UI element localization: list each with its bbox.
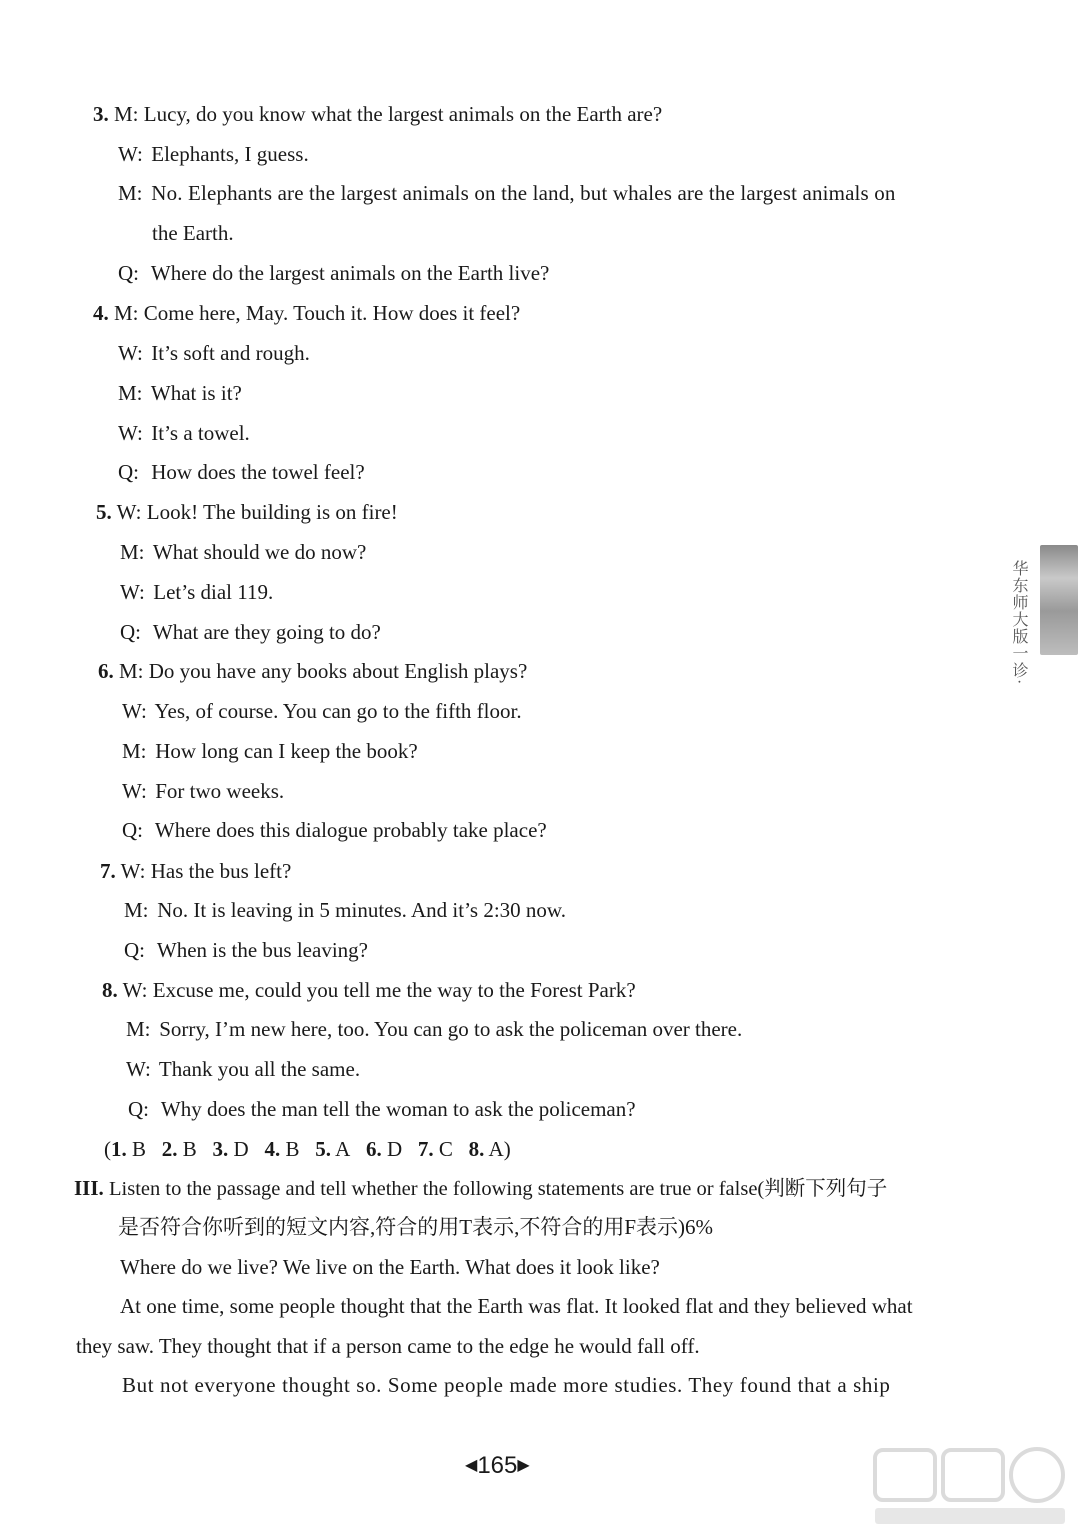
dialogue-3-line-2 <box>118 141 309 167</box>
speaker-label: W: <box>118 421 143 445</box>
speaker-label: M: <box>118 181 143 205</box>
dialogue-4-line-4 <box>118 420 250 446</box>
section-instruction: 是否符合你听到的短文内容,符合的用T表示,不符合的用F表示)6% <box>118 1215 713 1239</box>
dialogue-7-question <box>124 937 368 963</box>
dialogue-8-line-3 <box>126 1056 360 1082</box>
speaker-label: Q: <box>122 818 143 842</box>
dialogue-4-question <box>118 459 365 485</box>
dialogue-6-line-4 <box>122 778 284 804</box>
dialogue-text: Elephants, I guess. <box>151 142 309 166</box>
page-number-text: 165 <box>477 1452 518 1479</box>
speaker-label: W: <box>122 978 148 1002</box>
dialogue-5-line-3 <box>120 579 273 605</box>
dialogue-6-line-1 <box>98 658 527 684</box>
dialogue-5-line-1 <box>96 499 398 525</box>
section-3-heading <box>74 1175 887 1202</box>
item-number: 4. <box>93 301 109 325</box>
item-number: 7. <box>100 859 116 883</box>
speaker-label: Q: <box>120 620 141 644</box>
item-number: 3. <box>93 102 109 126</box>
dialogue-text: Why does the man tell the woman to ask the policeman? <box>160 1097 636 1121</box>
dialogue-text: No. It is leaving in 5 minutes. And it’s 2:30 now. <box>157 898 566 922</box>
speaker-label: W: <box>122 699 147 723</box>
dialogue-3-question <box>118 260 549 286</box>
speaker-label: M: <box>126 1017 151 1041</box>
passage-line-2 <box>120 1293 913 1319</box>
dialogue-text: Excuse me, could you tell me the way to the Forest Park? <box>152 978 636 1002</box>
answer-item: 6. D <box>365 1137 403 1161</box>
dialogue-8-line-1 <box>102 977 636 1003</box>
speaker-label: Q: <box>118 261 139 285</box>
dialogue-text: Thank you all the same. <box>158 1057 361 1081</box>
section-instruction: Listen to the passage and tell whether the following statements are true or false(判断下列句子 <box>109 1178 888 1200</box>
speaker-label: W: <box>120 580 145 604</box>
dialogue-4-line-3 <box>118 380 242 406</box>
answer-item: 4. B <box>264 1137 300 1161</box>
side-tab-marker <box>1040 545 1078 655</box>
answer-item: 3. D <box>212 1137 249 1161</box>
dialogue-text: What is it? <box>150 381 242 405</box>
passage-text: they saw. They thought that if a person came to the edge he would fall off. <box>76 1334 700 1358</box>
dialogue-text: Lucy, do you know what the largest animals on the Earth are? <box>143 102 663 126</box>
dialogue-text: It’s soft and rough. <box>151 341 310 365</box>
left-arrow-icon: ◀ <box>465 1457 478 1474</box>
speaker-label: W: <box>118 341 143 365</box>
answer-key: (1. B 2. B 3. D 4. B 5. A 6. D 7. C 8. A) <box>104 1137 511 1161</box>
answer-item: 5. A <box>315 1137 351 1161</box>
dialogue-3-line-1 <box>93 101 662 127</box>
speaker-label: Q: <box>124 938 145 962</box>
dialogue-7-line-2 <box>124 897 566 923</box>
dialogue-6-question <box>122 817 547 843</box>
dialogue-6-line-2 <box>122 698 522 724</box>
dialogue-text: Look! The building is on fire! <box>146 500 398 524</box>
passage-line-4 <box>122 1372 891 1398</box>
dialogue-text: Come here, May. Touch it. How does it feel? <box>143 301 521 325</box>
passage-line-3 <box>76 1333 700 1359</box>
dialogue-text: Where do the largest animals on the Earth live? <box>150 261 550 285</box>
speaker-label: M: <box>114 301 139 325</box>
page-number <box>465 1452 530 1480</box>
speaker-label: Q: <box>128 1097 149 1121</box>
dialogue-8-line-2 <box>126 1016 742 1042</box>
dialogue-6-line-3 <box>122 738 418 764</box>
section-number: III. <box>74 1176 104 1200</box>
dialogue-text: What are they going to do? <box>152 620 381 644</box>
speaker-label: M: <box>119 659 144 683</box>
dialogue-text: How does the towel feel? <box>151 460 365 484</box>
dialogue-7-line-1 <box>100 858 291 884</box>
speaker-label: W: <box>118 142 143 166</box>
dialogue-text: For two weeks. <box>155 779 285 803</box>
dialogue-5-line-2 <box>120 539 366 565</box>
dialogue-text: When is the bus leaving? <box>156 938 368 962</box>
dialogue-text: What should we do now? <box>152 540 367 564</box>
speaker-label: W: <box>122 779 147 803</box>
watermark-logo <box>865 1440 1075 1530</box>
dialogue-text: Let’s dial 119. <box>153 580 274 604</box>
passage-text: But not everyone thought so. Some people made more studies. They found that a ship <box>122 1373 891 1397</box>
section-3-heading-cont <box>118 1214 713 1240</box>
passage-text: At one time, some people thought that the Earth was flat. It looked flat and they believed what <box>120 1294 913 1318</box>
speaker-label: M: <box>118 381 143 405</box>
dialogue-text: How long can I keep the book? <box>155 739 418 763</box>
answer-item: 1. B <box>111 1137 147 1161</box>
answer-item: 7. C <box>417 1137 453 1161</box>
speaker-label: W: <box>116 500 142 524</box>
answer-item: 2. B <box>161 1137 197 1161</box>
speaker-label: W: <box>120 859 146 883</box>
dialogue-text: Where does this dialogue probably take place? <box>154 818 547 842</box>
speaker-label: Q: <box>118 460 139 484</box>
speaker-label: M: <box>124 898 149 922</box>
dialogue-5-question <box>120 619 381 645</box>
dialogue-text: Has the bus left? <box>150 859 292 883</box>
passage-text: Where do we live? We live on the Earth. What does it look like? <box>120 1255 660 1279</box>
dialogue-text: the Earth. <box>152 221 234 245</box>
speaker-label: M: <box>114 102 139 126</box>
dialogue-text: It’s a towel. <box>151 421 250 445</box>
item-number: 5. <box>96 500 112 524</box>
answer-item: 8. A <box>468 1137 504 1161</box>
dialogue-text: Sorry, I’m new here, too. You can go to ask the policeman over there. <box>159 1017 743 1041</box>
dialogue-text: Do you have any books about English plays? <box>148 659 528 683</box>
item-number: 6. <box>98 659 114 683</box>
item-number: 8. <box>102 978 118 1002</box>
speaker-label: M: <box>122 739 147 763</box>
dialogue-text: No. Elephants are the largest animals on the land, but whales are the largest animals on <box>151 181 896 205</box>
dialogue-4-line-2 <box>118 340 310 366</box>
speaker-label: M: <box>120 540 145 564</box>
speaker-label: W: <box>126 1057 151 1081</box>
right-arrow-icon: ▶ <box>517 1457 530 1474</box>
dialogue-3-line-4 <box>152 220 234 246</box>
dialogue-3-line-3 <box>118 180 896 206</box>
side-label: 华东师大版一诊· <box>1010 560 1027 686</box>
dialogue-4-line-1 <box>93 300 520 326</box>
passage-line-1 <box>120 1254 660 1280</box>
dialogue-8-question <box>128 1096 636 1122</box>
dialogue-text: Yes, of course. You can go to the fifth floor. <box>154 699 522 723</box>
